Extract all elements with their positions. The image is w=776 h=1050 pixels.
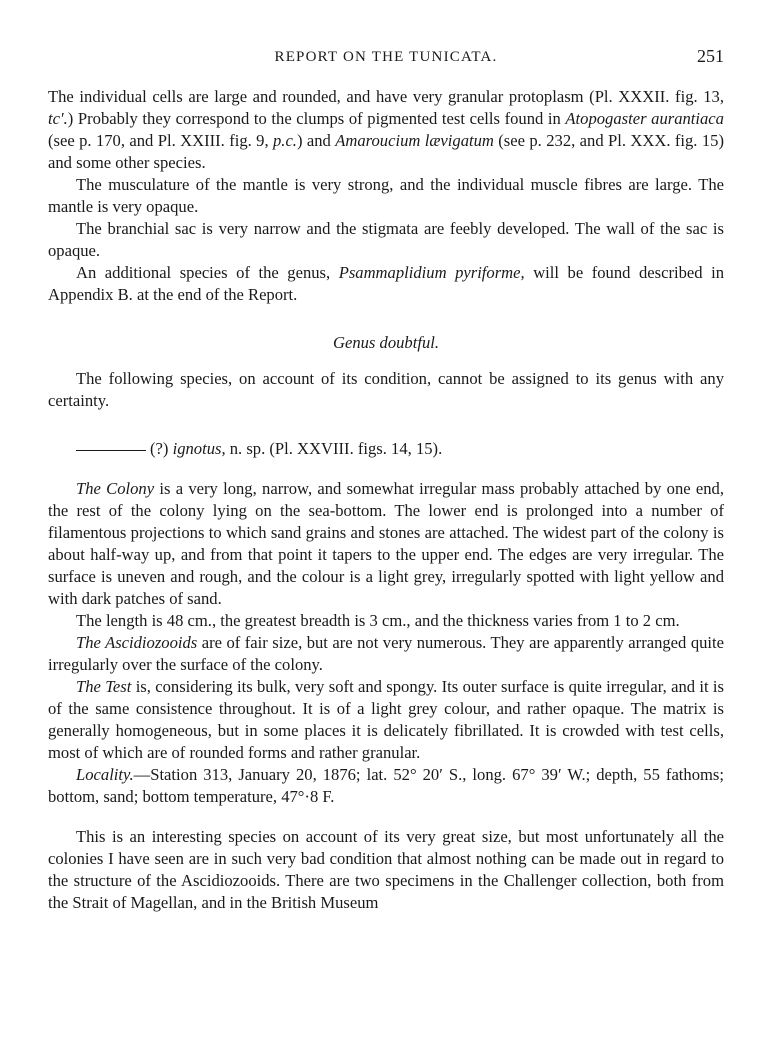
species-name: Atopogaster aurantiaca [565, 109, 724, 128]
italic-run: tc′. [48, 109, 68, 128]
text-run: An additional species of the genus, [76, 263, 339, 282]
paragraph-length: The length is 48 cm., the greatest breadth is 3 cm., and the thickness varies from 1 to 2 cm. [76, 611, 680, 630]
text-run: The individual cells are large and rounded, and have very granular protoplasm (Pl. XXXII. fig. 13, [48, 87, 724, 106]
paragraph-colony [48, 478, 724, 610]
paragraph-following-species: The following species, on account of its condition, cannot be assigned to its genus with any certainty. [48, 369, 724, 410]
species-name: ignotus, [172, 439, 226, 458]
section-label: Locality. [76, 765, 134, 784]
running-head: REPORT ON THE TUNICATA. [274, 49, 498, 65]
page-number: 251 [697, 46, 724, 66]
page-header [48, 46, 724, 70]
section-label: The Ascidiozooids [76, 633, 198, 652]
species-name: Psammaplidium pyriforme, [338, 263, 525, 282]
text-body [48, 86, 724, 914]
text-run: (?) [150, 439, 173, 458]
paragraph-individual-cells [48, 86, 724, 174]
species-title [48, 438, 724, 460]
text-run: —Station 313, January 20, 1876; lat. 52° 20′ S., long. 67° 39′ W.; depth, 55 fathoms; bottom, sand; bottom temperature, 47°·8 F. [48, 765, 724, 806]
paragraph-test [48, 676, 724, 764]
text-run: is a very long, narrow, and somewhat irregular mass probably attached by one end, the rest of the colony lying on the sea-bottom. The lower end is prolonged into a number of filamentous projections to which sand grains and stones are attached. The widest part of the colony is about half-way up, and from that point it tapers to the upper end. The edges are very irregular. The surface is uneven and rough, and the colour is a light grey, irregularly spotted with light yellow and with dark patches of sand. [48, 479, 724, 608]
paragraph-locality [48, 764, 724, 808]
section-label: The Test [76, 677, 132, 696]
text-run: ) Probably they correspond to the clumps of pigmented test cells found in [67, 109, 566, 128]
paragraph-musculature: The musculature of the mantle is very strong, and the individual muscle fibres are large. The mantle is very opaque. [48, 175, 724, 216]
italic-run: p.c. [273, 131, 297, 150]
text-run: ) and [296, 131, 336, 150]
genus-dash [76, 450, 146, 451]
text-run: (see p. 232, and Pl. XXX. fig. 15) and some other species. [48, 131, 724, 172]
text-run: is, considering its bulk, very soft and spongy. Its outer surface is quite irregular, and it is of the same consistence throughout. It is of a light grey colour, and rather opaque. The matrix is generally homogeneous, but in some places it is delicately fibrillated. It is crowded with test cells, most of which are of rounded forms and rather granular. [48, 677, 724, 762]
paragraph-additional-species [48, 262, 724, 306]
section-label: The Colony [76, 479, 155, 498]
text-run: are of fair size, but are not very numerous. They are apparently arranged quite irregularly over the surface of the colony. [48, 633, 724, 674]
paragraph-interesting-species: This is an interesting species on account of its very great size, but most unfortunately all the colonies I have seen are in such very bad condition that almost nothing can be made out in regard to the structure of the Ascidiozooids. There are two specimens in the Challenger collection, both from the Strait of Magellan, and in the British Museum [48, 827, 724, 912]
text-run: will be found described in Appendix B. at the end of the Report. [48, 263, 724, 304]
species-name: Amaroucium lævigatum [335, 131, 494, 150]
paragraph-ascidiozooids [48, 632, 724, 676]
genus-heading: Genus doubtful. [332, 333, 439, 352]
text-run: (see p. 170, and Pl. XXIII. fig. 9, [48, 131, 273, 150]
text-run: n. sp. (Pl. XXVIII. figs. 14, 15). [225, 439, 443, 458]
paragraph-branchial-sac: The branchial sac is very narrow and the stigmata are feebly developed. The wall of the sac is opaque. [48, 219, 724, 260]
